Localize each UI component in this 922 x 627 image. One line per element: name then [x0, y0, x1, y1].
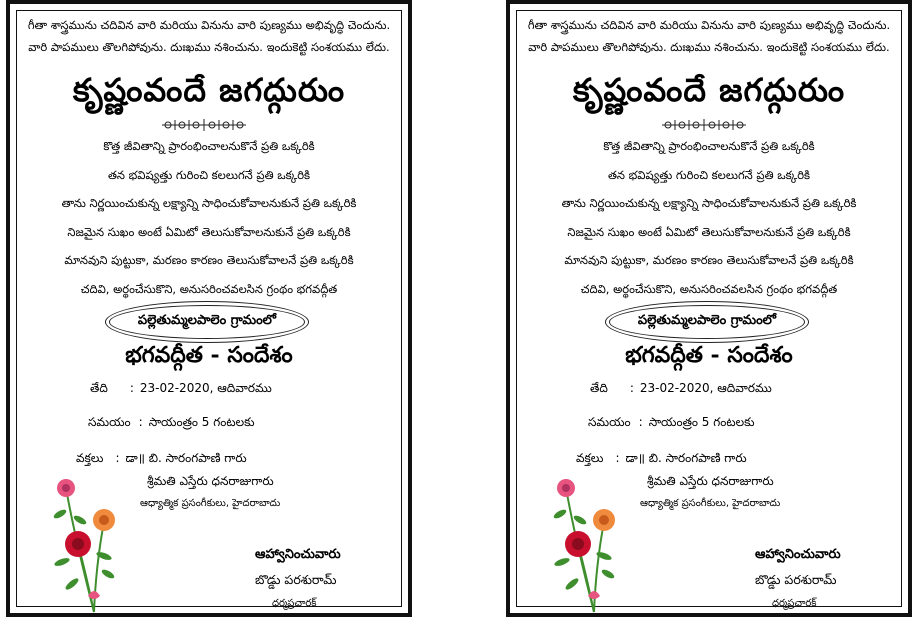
date-row: తేది : 23-02-2020, ఆదివారము [590, 381, 772, 398]
time-value: సాయంత్రం 5 గంటలకు [148, 415, 255, 429]
verse-line: మానవుని పుట్టుకా, మరణం కారణం తెలుసుకోవాలనే ప్రతి ఒక్కరికి [564, 253, 854, 267]
speaker-1: డా॥ బి. సారంగపాణి గారు [625, 451, 747, 465]
verse-line: చదివి, అర్థంచేసుకొని, అనుసరించవలసిన గ్రంథం భగవద్గీత [80, 281, 338, 296]
header-text [510, 14, 908, 58]
verse-line: నిజమైన సుఖం అంటే ఏమిటో తెలుసుకోవాలనుకునే ప్రతి ఒక్కరికి [567, 224, 851, 239]
verse-line: మానవుని పుట్టుకా, మరణం కారణం తెలుసుకోవాలనే ప్రతి ఒక్కరికి [64, 253, 354, 267]
venue-text: పల్లెతుమ్మలపాలెం గ్రామంలో [609, 305, 805, 339]
speaker-2: శ్రీమతి ఎస్తేరు ధనరాజుగారు [647, 474, 774, 488]
rose-bouquet-icon [544, 474, 634, 614]
page-title: కృష్ణంవందే జగద్గురుం [572, 71, 846, 109]
date-value: 23-02-2020, ఆదివారము [139, 381, 272, 395]
ornament-divider-icon [160, 117, 248, 133]
header-text [10, 14, 408, 58]
speaker-2-role: ఆధ్యాత్మిక ప్రసంగీకులు, హైదరాబాదు [140, 498, 281, 509]
rose-bouquet-icon [44, 474, 134, 614]
verse-line: నిజమైన సుఖం అంటే ఏమిటో తెలుసుకోవాలనుకునే ప్రతి ఒక్కరికి [67, 224, 351, 239]
time-value: సాయంత్రం 5 గంటలకు [648, 415, 755, 429]
speakers-row: వక్తలు : డా॥ బి. సారంగపాణి గారు [76, 451, 247, 468]
venue-oval [605, 301, 809, 343]
inviter-name: బొడ్డు పరశురామ్ [255, 572, 337, 587]
verse-line: తాను నిర్ణయించుకున్న లక్ష్యాన్ని సాధించుకోవాలనుకునే ప్రతి ఒక్కరికి [61, 196, 357, 210]
venue-text: పల్లెతుమ్మలపాలెం గ్రామంలో [109, 305, 305, 339]
header-line-1: గీతా శాస్త్రమును చదివిన వారి మరియు వినును వారి పుణ్యము అభివృద్ధి చెందును. [27, 18, 391, 32]
date-label: తేది [590, 381, 608, 395]
invitation-card-left [6, 0, 412, 617]
header-line-1: గీతా శాస్త్రమును చదివిన వారి మరియు వినును వారి పుణ్యము అభివృద్ధి చెందును. [527, 18, 891, 32]
verse-line: కొత్త జీవితాన్ని ప్రారంభించాలనుకొనే ప్రతి ఒక్కరికి [103, 139, 315, 153]
venue-oval [105, 301, 309, 343]
inviter-heading: ఆహ్వానించువారు [255, 547, 341, 562]
inviter-designation: ధర్మప్రచారక్ [272, 598, 317, 609]
verse-line: తాను నిర్ణయించుకున్న లక్ష్యాన్ని సాధించుకోవాలనుకునే ప్రతి ఒక్కరికి [561, 196, 857, 210]
speaker-2-role: ఆధ్యాత్మిక ప్రసంగీకులు, హైదరాబాదు [640, 498, 781, 509]
speakers-label: వక్తలు [76, 451, 104, 465]
date-label: తేది [90, 381, 108, 395]
speaker-1: డా॥ బి. సారంగపాణి గారు [125, 451, 247, 465]
invitation-card-right [506, 0, 912, 617]
inviter-heading: ఆహ్వానించువారు [755, 547, 841, 562]
page-title: కృష్ణంవందే జగద్గురుం [72, 71, 346, 109]
header-line-2: వారి పాపములు తొలగిపోవును. దుఃఖము నశించును. ఇందుకెట్టి సంశయము లేదు. [528, 40, 890, 54]
event-title: భగవద్గీత - సందేశం [625, 342, 793, 368]
event-title: భగవద్గీత - సందేశం [125, 342, 293, 368]
ornament-divider-icon [660, 117, 748, 133]
time-row: సమయం : సాయంత్రం 5 గంటలకు [588, 415, 755, 432]
verse-line: కొత్త జీవితాన్ని ప్రారంభించాలనుకొనే ప్రతి ఒక్కరికి [603, 139, 815, 153]
date-value: 23-02-2020, ఆదివారము [639, 381, 772, 395]
inviter-designation: ధర్మప్రచారక్ [772, 598, 817, 609]
header-line-2: వారి పాపములు తొలగిపోవును. దుఃఖము నశించును. ఇందుకెట్టి సంశయము లేదు. [28, 40, 390, 54]
time-row: సమయం : సాయంత్రం 5 గంటలకు [88, 415, 255, 432]
verses [510, 132, 908, 303]
speakers-row: వక్తలు : డా॥ బి. సారంగపాణి గారు [576, 451, 747, 468]
speakers-label: వక్తలు [576, 451, 604, 465]
verse-line: చదివి, అర్థంచేసుకొని, అనుసరించవలసిన గ్రంథం భగవద్గీత [580, 281, 838, 296]
date-row: తేది : 23-02-2020, ఆదివారము [90, 381, 272, 398]
verse-line: తన భవిష్యత్తు గురించి కలలుగనే ప్రతి ఒక్కరికి [107, 167, 311, 182]
time-label: సమయం [588, 415, 631, 429]
verses [10, 132, 408, 303]
inviter-name: బొడ్డు పరశురామ్ [755, 572, 837, 587]
time-label: సమయం [88, 415, 131, 429]
verse-line: తన భవిష్యత్తు గురించి కలలుగనే ప్రతి ఒక్కరికి [607, 167, 811, 182]
speaker-2: శ్రీమతి ఎస్తేరు ధనరాజుగారు [147, 474, 274, 488]
